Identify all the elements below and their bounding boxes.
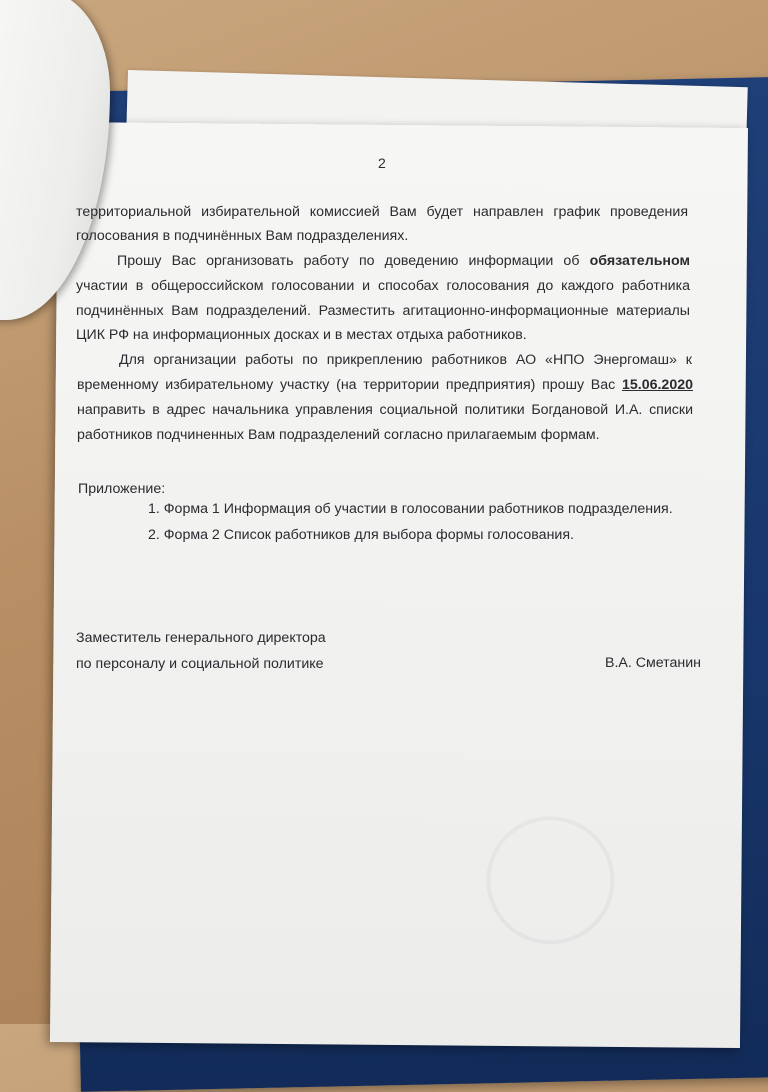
paragraph2-line4: ЦИК РФ на информационных досках и в местах отдыха работников. bbox=[76, 327, 527, 343]
paragraph2-bold-word: обязательном bbox=[589, 253, 690, 269]
paragraph3-line3: направить в адрес начальника управления социальной политики Богдановой И.А. списки bbox=[77, 402, 693, 418]
paragraph3-line1: Для организации работы по прикреплению работников АО «НПО Энергомаш» к bbox=[119, 352, 692, 368]
paragraph3-line2 bbox=[77, 376, 693, 394]
appendix-item-2: 2. Форма 2 Список работников для выбора формы голосования. bbox=[148, 527, 574, 543]
paragraph2-line2: участии в общероссийском голосовании и способах голосования до каждого работника bbox=[76, 278, 690, 294]
paragraph3-line2-text: временному избирательному участку (на территории предприятия) прошу Вас bbox=[77, 377, 616, 393]
paragraph1-line1: территориальной избирательной комиссией Вам будет направлен график проведения bbox=[76, 204, 688, 220]
paragraph2-line3: подчинённых Вам подразделений. Разместить агитационно-информационные материалы bbox=[76, 303, 690, 319]
paragraph1-line2: голосования в подчинённых Вам подразделениях. bbox=[76, 228, 409, 244]
signatory-name: В.А. Сметанин bbox=[605, 655, 701, 671]
appendix-heading: Приложение: bbox=[78, 481, 166, 497]
signatory-title-line1: Заместитель генерального директора bbox=[76, 630, 326, 646]
page-number: 2 bbox=[378, 155, 386, 171]
appendix-item-1: 1. Форма 1 Информация об участии в голосовании работников подразделения. bbox=[148, 501, 673, 517]
paragraph2-line1 bbox=[117, 252, 690, 270]
paragraph3-line4: работников подчиненных Вам подразделений согласно прилагаемым формам. bbox=[77, 427, 600, 443]
paragraph2-line1-text: Прошу Вас организовать работу по доведению информации об bbox=[117, 253, 580, 269]
deadline-date: 15.06.2020 bbox=[621, 377, 693, 393]
signatory-title-line2: по персоналу и социальной политике bbox=[76, 656, 324, 672]
